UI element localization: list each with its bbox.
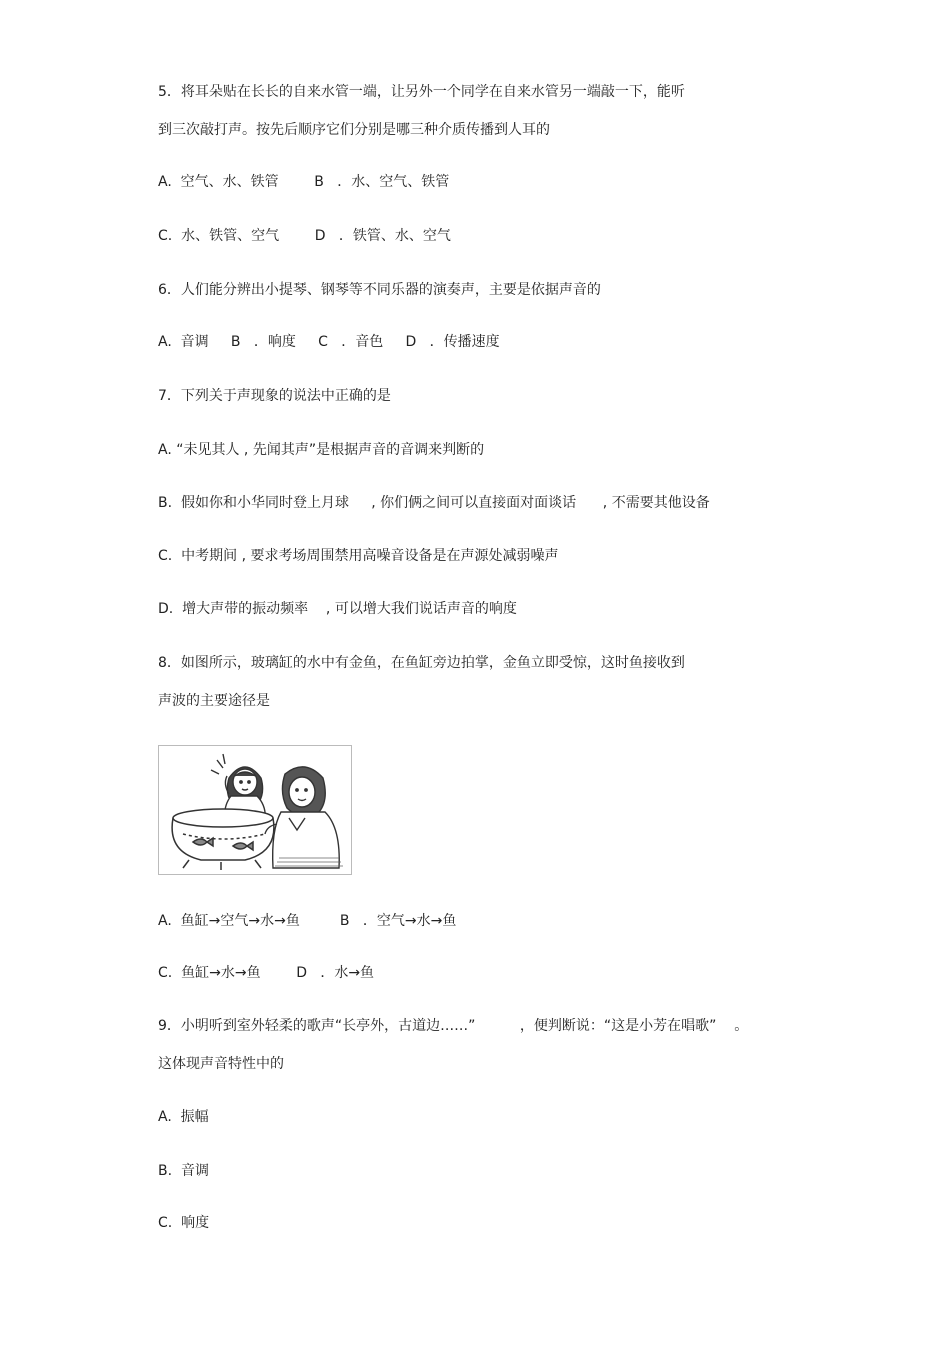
q7-option-c: C. 中考期间 , 要求考场周围禁用高噪音设备是在声源处减弱噪声 bbox=[158, 548, 559, 564]
q9-stem-line2: 这体现声音特性中的 bbox=[158, 1056, 284, 1072]
q8-options-cd: C. 鱼缸→水→鱼 D ．水→鱼 bbox=[158, 965, 375, 981]
q5-stem-line1: 5．将耳朵贴在长长的自来水管一端，让另外一个同学在自来水管另一端敲一下，能听 bbox=[158, 84, 685, 100]
q8-options-ab: A. 鱼缸→空气→水→鱼 B ．空气→水→鱼 bbox=[158, 913, 457, 929]
q8-stem-line2: 声波的主要途径是 bbox=[158, 693, 270, 709]
q5-options-cd: C. 水、铁管、空气 D ．铁管、水、空气 bbox=[158, 228, 451, 244]
q7-option-b: B. 假如你和小华同时登上月球 , 你们俩之间可以直接面对面谈话 , 不需要其他设备 bbox=[158, 495, 710, 511]
fish-tank-figure bbox=[158, 745, 352, 875]
q7-option-a: A. “未见其人 , 先闻其声”是根据声音的音调来判断的 bbox=[158, 442, 485, 458]
q5-stem-line2: 到三次敲打声。按先后顺序它们分别是哪三种介质传播到人耳的 bbox=[158, 122, 550, 138]
q9-option-b: B. 音调 bbox=[158, 1163, 209, 1179]
q9-option-c: C. 响度 bbox=[158, 1215, 210, 1231]
children-fish-tank-illustration-icon bbox=[159, 746, 351, 874]
q6-stem: 6．人们能分辨出小提琴、钢琴等不同乐器的演奏声，主要是依据声音的 bbox=[158, 282, 601, 298]
q9-stem-line1: 9．小明听到室外轻柔的歌声“长亭外，古道边……” ，便判断说：“这是小芳在唱歌” 。 bbox=[158, 1018, 749, 1034]
q7-stem: 7．下列关于声现象的说法中正确的是 bbox=[158, 388, 391, 404]
q9-option-a: A. 振幅 bbox=[158, 1109, 209, 1125]
q6-options: A. 音调 B ．响度 C ．音色 D ．传播速度 bbox=[158, 334, 500, 350]
q7-option-d: D. 增大声带的振动频率 , 可以增大我们说话声音的响度 bbox=[158, 601, 517, 617]
q5-options-ab: A. 空气、水、铁管 B ．水、空气、铁管 bbox=[158, 174, 450, 190]
q8-stem-line1: 8．如图所示，玻璃缸的水中有金鱼，在鱼缸旁边拍掌，金鱼立即受惊，这时鱼接收到 bbox=[158, 655, 685, 671]
